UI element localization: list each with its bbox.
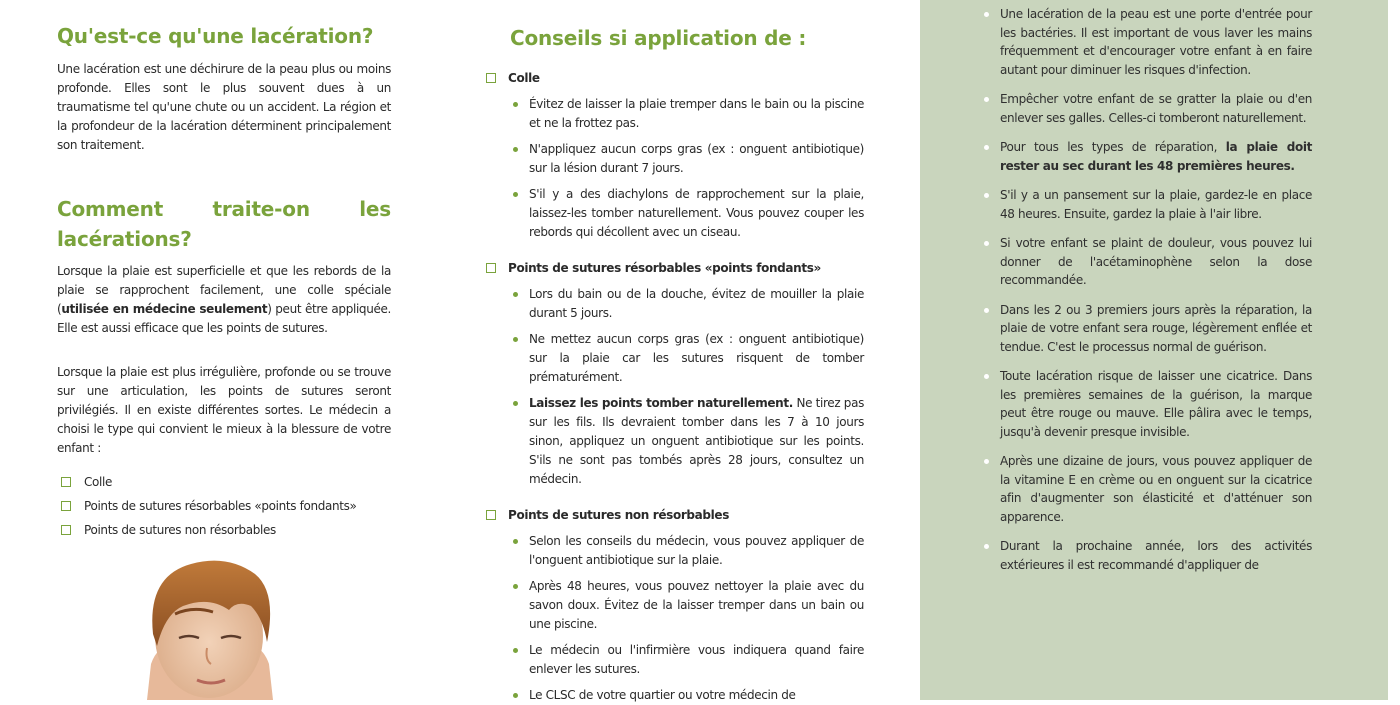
- list-item-text: Après une dizaine de jours, vous pouvez appliquer de la vitamine E en crème ou en onguent sur la cicatrice afin d'augmenter son élasticité et d'atténuer son apparence.: [1000, 454, 1312, 524]
- bullet-list: [486, 95, 864, 242]
- list-item: [982, 90, 1312, 127]
- bullet-list: [486, 285, 864, 489]
- bullet-icon: [984, 459, 989, 464]
- tips-list: [982, 5, 1312, 585]
- bullet-icon: [513, 584, 518, 589]
- list-item: [486, 577, 864, 634]
- list-item-text: Lors du bain ou de la douche, évitez de mouiller la plaie durant 5 jours.: [529, 287, 864, 320]
- bullet-icon: [513, 292, 518, 297]
- bullet-icon: [984, 12, 989, 17]
- list-item: [486, 330, 864, 387]
- column-right-panel: [920, 0, 1388, 700]
- checkbox-icon: [486, 510, 496, 520]
- bullet-icon: [984, 374, 989, 379]
- list-item-text: S'il y a des diachylons de rapprochement sur la plaie, laissez-les tomber naturellement. Vous pouvez couper les rebords qui décollent avec un ciseau.: [529, 187, 864, 239]
- list-item: [61, 494, 391, 518]
- list-item: [61, 518, 391, 542]
- list-item: [982, 5, 1312, 79]
- heading-what-is-laceration: Qu'est-ce qu'une lacération?: [57, 24, 374, 48]
- bullet-icon: [984, 193, 989, 198]
- paragraph-glue: [57, 262, 391, 338]
- checkbox-icon: [61, 501, 71, 511]
- section-resorbable-sutures: [486, 258, 864, 489]
- bold-text: la plaie doit rester au sec durant les 48 premières heures.: [1000, 140, 1312, 173]
- list-item: [486, 686, 864, 705]
- bullet-icon: [984, 241, 989, 246]
- list-item: [982, 452, 1312, 526]
- section-title: Points de sutures résorbables «points fondants»: [508, 261, 821, 275]
- section-header: [486, 258, 864, 278]
- treatment-options-list: [61, 470, 391, 542]
- list-item-text: Si votre enfant se plaint de douleur, vous pouvez lui donner de l'acétaminophène selon la dose recommandée.: [1000, 236, 1312, 287]
- list-item: [982, 186, 1312, 223]
- bullet-icon: [513, 401, 518, 406]
- list-item-text: Une lacération de la peau est une porte d'entrée pour les bactéries. Il est important de vous laver les mains fréquemment et d'encourager votre enfant à en faire autant pour diminuer les risques d'infection.: [1000, 7, 1312, 77]
- list-item: [486, 285, 864, 323]
- bullet-list: [486, 532, 864, 705]
- checkbox-icon: [61, 525, 71, 535]
- bullet-icon: [513, 693, 518, 698]
- list-item: [486, 140, 864, 178]
- list-item-text: Après 48 heures, vous pouvez nettoyer la plaie avec du savon doux. Évitez de la laisser tremper dans un bain ou une piscine.: [529, 579, 864, 631]
- bullet-icon: [513, 648, 518, 653]
- heading-advice: Conseils si application de :: [510, 26, 807, 50]
- section-header: [486, 505, 864, 525]
- bullet-icon: [984, 544, 989, 549]
- text-span: Lorsque la plaie est superficielle et que les rebords de la plaie se rapprochent facilement, une colle spéciale (: [57, 264, 391, 316]
- paragraph-sutures: Lorsque la plaie est plus irrégulière, profonde ou se trouve sur une articulation, les points de sutures seront privilégiés. Il en existe différentes sortes. Le médecin a choisi le type qui convient le mieux à la blessure de votre enfant :: [57, 365, 391, 455]
- bullet-icon: [513, 192, 518, 197]
- text-span: ) peut être appliquée. Elle est aussi efficace que les points de sutures.: [57, 302, 391, 335]
- section-title: Points de sutures non résorbables: [508, 508, 729, 522]
- bullet-icon: [984, 308, 989, 313]
- list-item: [982, 234, 1312, 290]
- list-item: [486, 641, 864, 679]
- list-item-text: N'appliquez aucun corps gras (ex : onguent antibiotique) sur la lésion durant 7 jours.: [529, 142, 864, 175]
- list-item: [486, 95, 864, 133]
- list-item: [982, 537, 1312, 574]
- list-item-text: Durant la prochaine année, lors des activités extérieures il est recommandé d'appliquer de: [1000, 539, 1312, 572]
- list-item: [486, 532, 864, 570]
- list-item: [982, 301, 1312, 357]
- list-item-text: Selon les conseils du médecin, vous pouvez appliquer de l'onguent antibiotique sur la plaie.: [529, 534, 864, 567]
- list-item-text: Dans les 2 ou 3 premiers jours après la réparation, la plaie de votre enfant sera rouge, légèrement enflée et tendue. C'est le processus normal de guérison.: [1000, 302, 1312, 354]
- list-item-text: Empêcher votre enfant de se gratter la plaie ou d'en enlever ses galles. Celles-ci tomberont naturellement.: [1000, 92, 1312, 125]
- bullet-icon: [984, 145, 989, 150]
- bullet-icon: [984, 97, 989, 102]
- bold-text: utilisée en médecine seulement: [61, 302, 268, 316]
- child-photo: [117, 556, 347, 700]
- bullet-icon: [513, 147, 518, 152]
- list-item: [982, 367, 1312, 441]
- checkbox-icon: [61, 477, 71, 487]
- list-item-text: Ne tirez pas sur les fils. Ils devraient tomber dans les 7 à 10 jours sinon, appliquez un onguent antibiotique sur les points. S'ils ne sont pas tombés après 28 jours, consultez un médecin.: [529, 396, 864, 486]
- section-glue: [486, 68, 864, 242]
- list-item-label: Points de sutures non résorbables: [84, 523, 276, 537]
- checkbox-icon: [486, 73, 496, 83]
- list-item: [982, 138, 1312, 175]
- list-item-label: Colle: [84, 475, 113, 489]
- list-item-text: Évitez de laisser la plaie tremper dans le bain ou la piscine et ne la frottez pas.: [529, 97, 864, 130]
- section-non-resorbable-sutures: [486, 505, 864, 705]
- bold-text: Laissez les points tomber naturellement.: [529, 396, 793, 410]
- bullet-icon: [513, 102, 518, 107]
- paragraph-definition: Une lacération est une déchirure de la peau plus ou moins profonde. Elles sont le plus souvent dues à un traumatisme tel qu'une chute ou un accident. La région et la profondeur de la lacération déterminent principalement son traitement.: [57, 62, 391, 152]
- list-item-text: S'il y a un pansement sur la plaie, gardez-le en place 48 heures. Ensuite, gardez la plaie à l'air libre.: [1000, 188, 1312, 221]
- list-item-text: Le CLSC de votre quartier ou votre médecin de: [529, 688, 796, 702]
- list-item: [61, 470, 391, 494]
- list-item-label: Points de sutures résorbables «points fondants»: [84, 499, 357, 513]
- list-item-text: Pour tous les types de réparation,: [1000, 140, 1226, 154]
- list-item: [486, 185, 864, 242]
- list-item-text: Toute lacération risque de laisser une cicatrice. Dans les premières semaines de la guérison, la marque peut être rouge ou mauve. Elle pâlira avec le temps, jusqu'à devenir presque invisible.: [1000, 369, 1312, 439]
- list-item-text: Le médecin ou l'infirmière vous indiquera quand faire enlever les sutures.: [529, 643, 864, 676]
- heading-treatment: Comment traite-on les lacérations?: [57, 197, 391, 251]
- list-item: [486, 394, 864, 489]
- section-title: Colle: [508, 71, 540, 85]
- section-header: [486, 68, 864, 88]
- bullet-icon: [513, 539, 518, 544]
- checkbox-icon: [486, 263, 496, 273]
- bullet-icon: [513, 337, 518, 342]
- list-item-text: Ne mettez aucun corps gras (ex : onguent antibiotique) sur la plaie car les sutures risquent de tomber prématurément.: [529, 332, 864, 384]
